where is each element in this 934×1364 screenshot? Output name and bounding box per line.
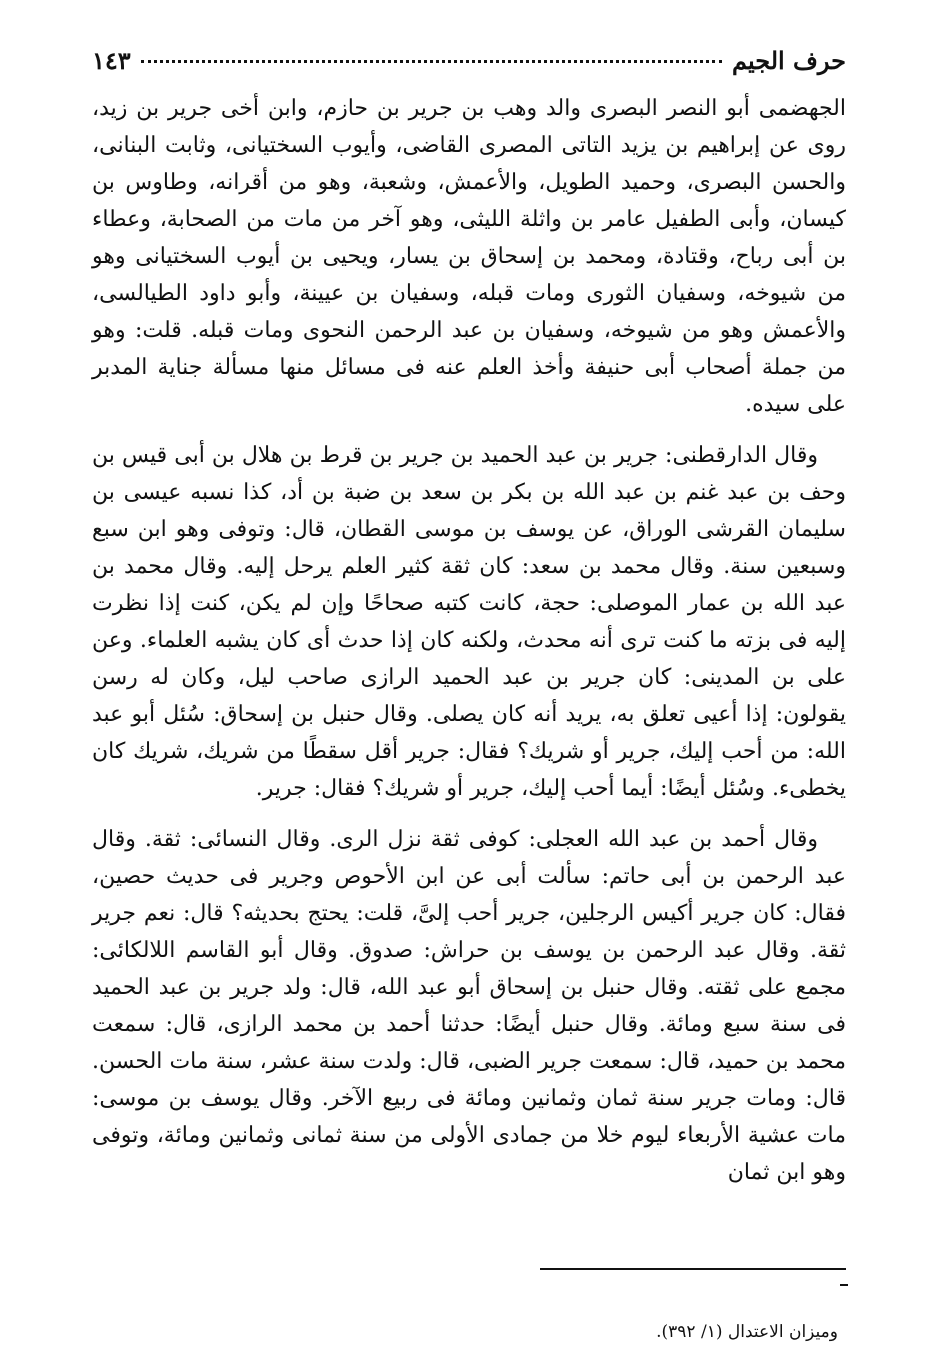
paragraph-1: الجهضمى أبو النصر البصرى والد وهب بن جرير بن حازم، وابن أخى جرير بن زيد، روى عن إبراهيم بن يزيد التاتى المصرى القاضى، وأيوب السختيانى، وثابت البنانى، والحسن البصرى، وحميد الطويل، والأعمش، وشعبة، وهو من أقرانه، وطاوس بن كيسان، وأبى الطفيل عامر بن واثلة الليثى، وهو آخر من مات من الصحابة، وعطاء بن أبى رباح، وقتادة، ومحمد بن إسحاق بن يسار، ويحيى بن أيوب السختيانى وهو من شيوخه، وسفيان الثورى ومات قبله، وسفيان بن عيينة، وأبو داود الطيالسى، والأعمش وهو من شيوخه، وسفيان بن عبد الرحمن النحوى ومات قبله. قلت: وهو من جملة أصحاب أبى حنيفة وأخذ العلم عنه فى مسائل منها مسألة جناية المدبر على سيده. [92,96,847,417]
footnote-text: وميزان الاعتدال (١/ ٣٩٢). [656,1322,838,1342]
header-dot-leader [141,60,722,63]
footnote-divider [540,1268,846,1270]
page-header [92,46,846,90]
book-page [92,46,846,1205]
running-title: حرف الجيم [732,46,846,75]
paragraph-3: وقال أحمد بن عبد الله العجلى: كوفى ثقة نزل الرى. وقال النسائى: ثقة. وقال عبد الرحمن بن أبى حاتم: سألت أبى عن ابن الأحوص وجرير فى حديث حصين، فقال: كان جرير أكيس الرجلين، جرير أحب إلىَّ، قلت: يحتج بحديثه؟ قال: نعم جرير ثقة. وقال عبد الرحمن بن يوسف بن حراش: صدوق. وقال أبو القاسم اللالكائى: مجمع على ثقته. وقال حنبل بن إسحاق أبو عبد الله، قال: ولد جرير بن عبد الحميد فى سنة سبع ومائة. وقال حنبل أيضًا: حدثنا أحمد بن محمد الرازى، قال: سمعت محمد بن حميد، قال: سمعت جرير الضبى، قال: ولدت سنة عشر، سنة مات الحسن. قال: ومات جرير سنة ثمان وثمانين ومائة فى ربيع الآخر. وقال يوسف بن موسى: مات عشية الأربعاء ليوم خلا من جمادى الأولى من سنة ثمانى وثمانين ومائة، وتوفى وهو ابن ثمان [92,827,846,1185]
footnote-divider-mark [840,1284,848,1286]
paragraph-2: وقال الدارقطنى: جرير بن عبد الحميد بن جرير بن قرط بن هلال بن أبى قيس بن وحف بن عبد غنم بن عبد الله بن بكر بن سعد بن ضبة بن أد، كذا نسبه عيسى بن سليمان القرشى الوراق، عن يوسف بن موسى القطان، قال: وتوفى وهو ابن سبع وسبعين سنة. وقال محمد بن سعد: كان ثقة كثير العلم يرحل إليه. وقال محمد بن عبد الله بن عمار الموصلى: حجة، كانت كتبه صحاحًا وإن لم يكن، كنت إذا نظرت إليه فى بزته ما كنت ترى أنه محدث، ولكنه كان إذا حدث أى كان يشبه العلماء. وعن على بن المدينى: كان جرير بن عبد الحميد الرازى صاحب ليل، وكان له رسن يقولون: إذا أعيى تعلق به، يريد أنه كان يصلى. وقال حنبل بن إسحاق: سُئل أبو عبد الله: من أحب إليك، جرير أو شريك؟ فقال: جرير أقل سقطًا من شريك، شريك كان يخطىء. وسُئل أيضًا: أيما أحب إليك، جرير أو شريك؟ فقال: جرير. [92,443,846,801]
page-number: ١٤٣ [92,46,131,75]
